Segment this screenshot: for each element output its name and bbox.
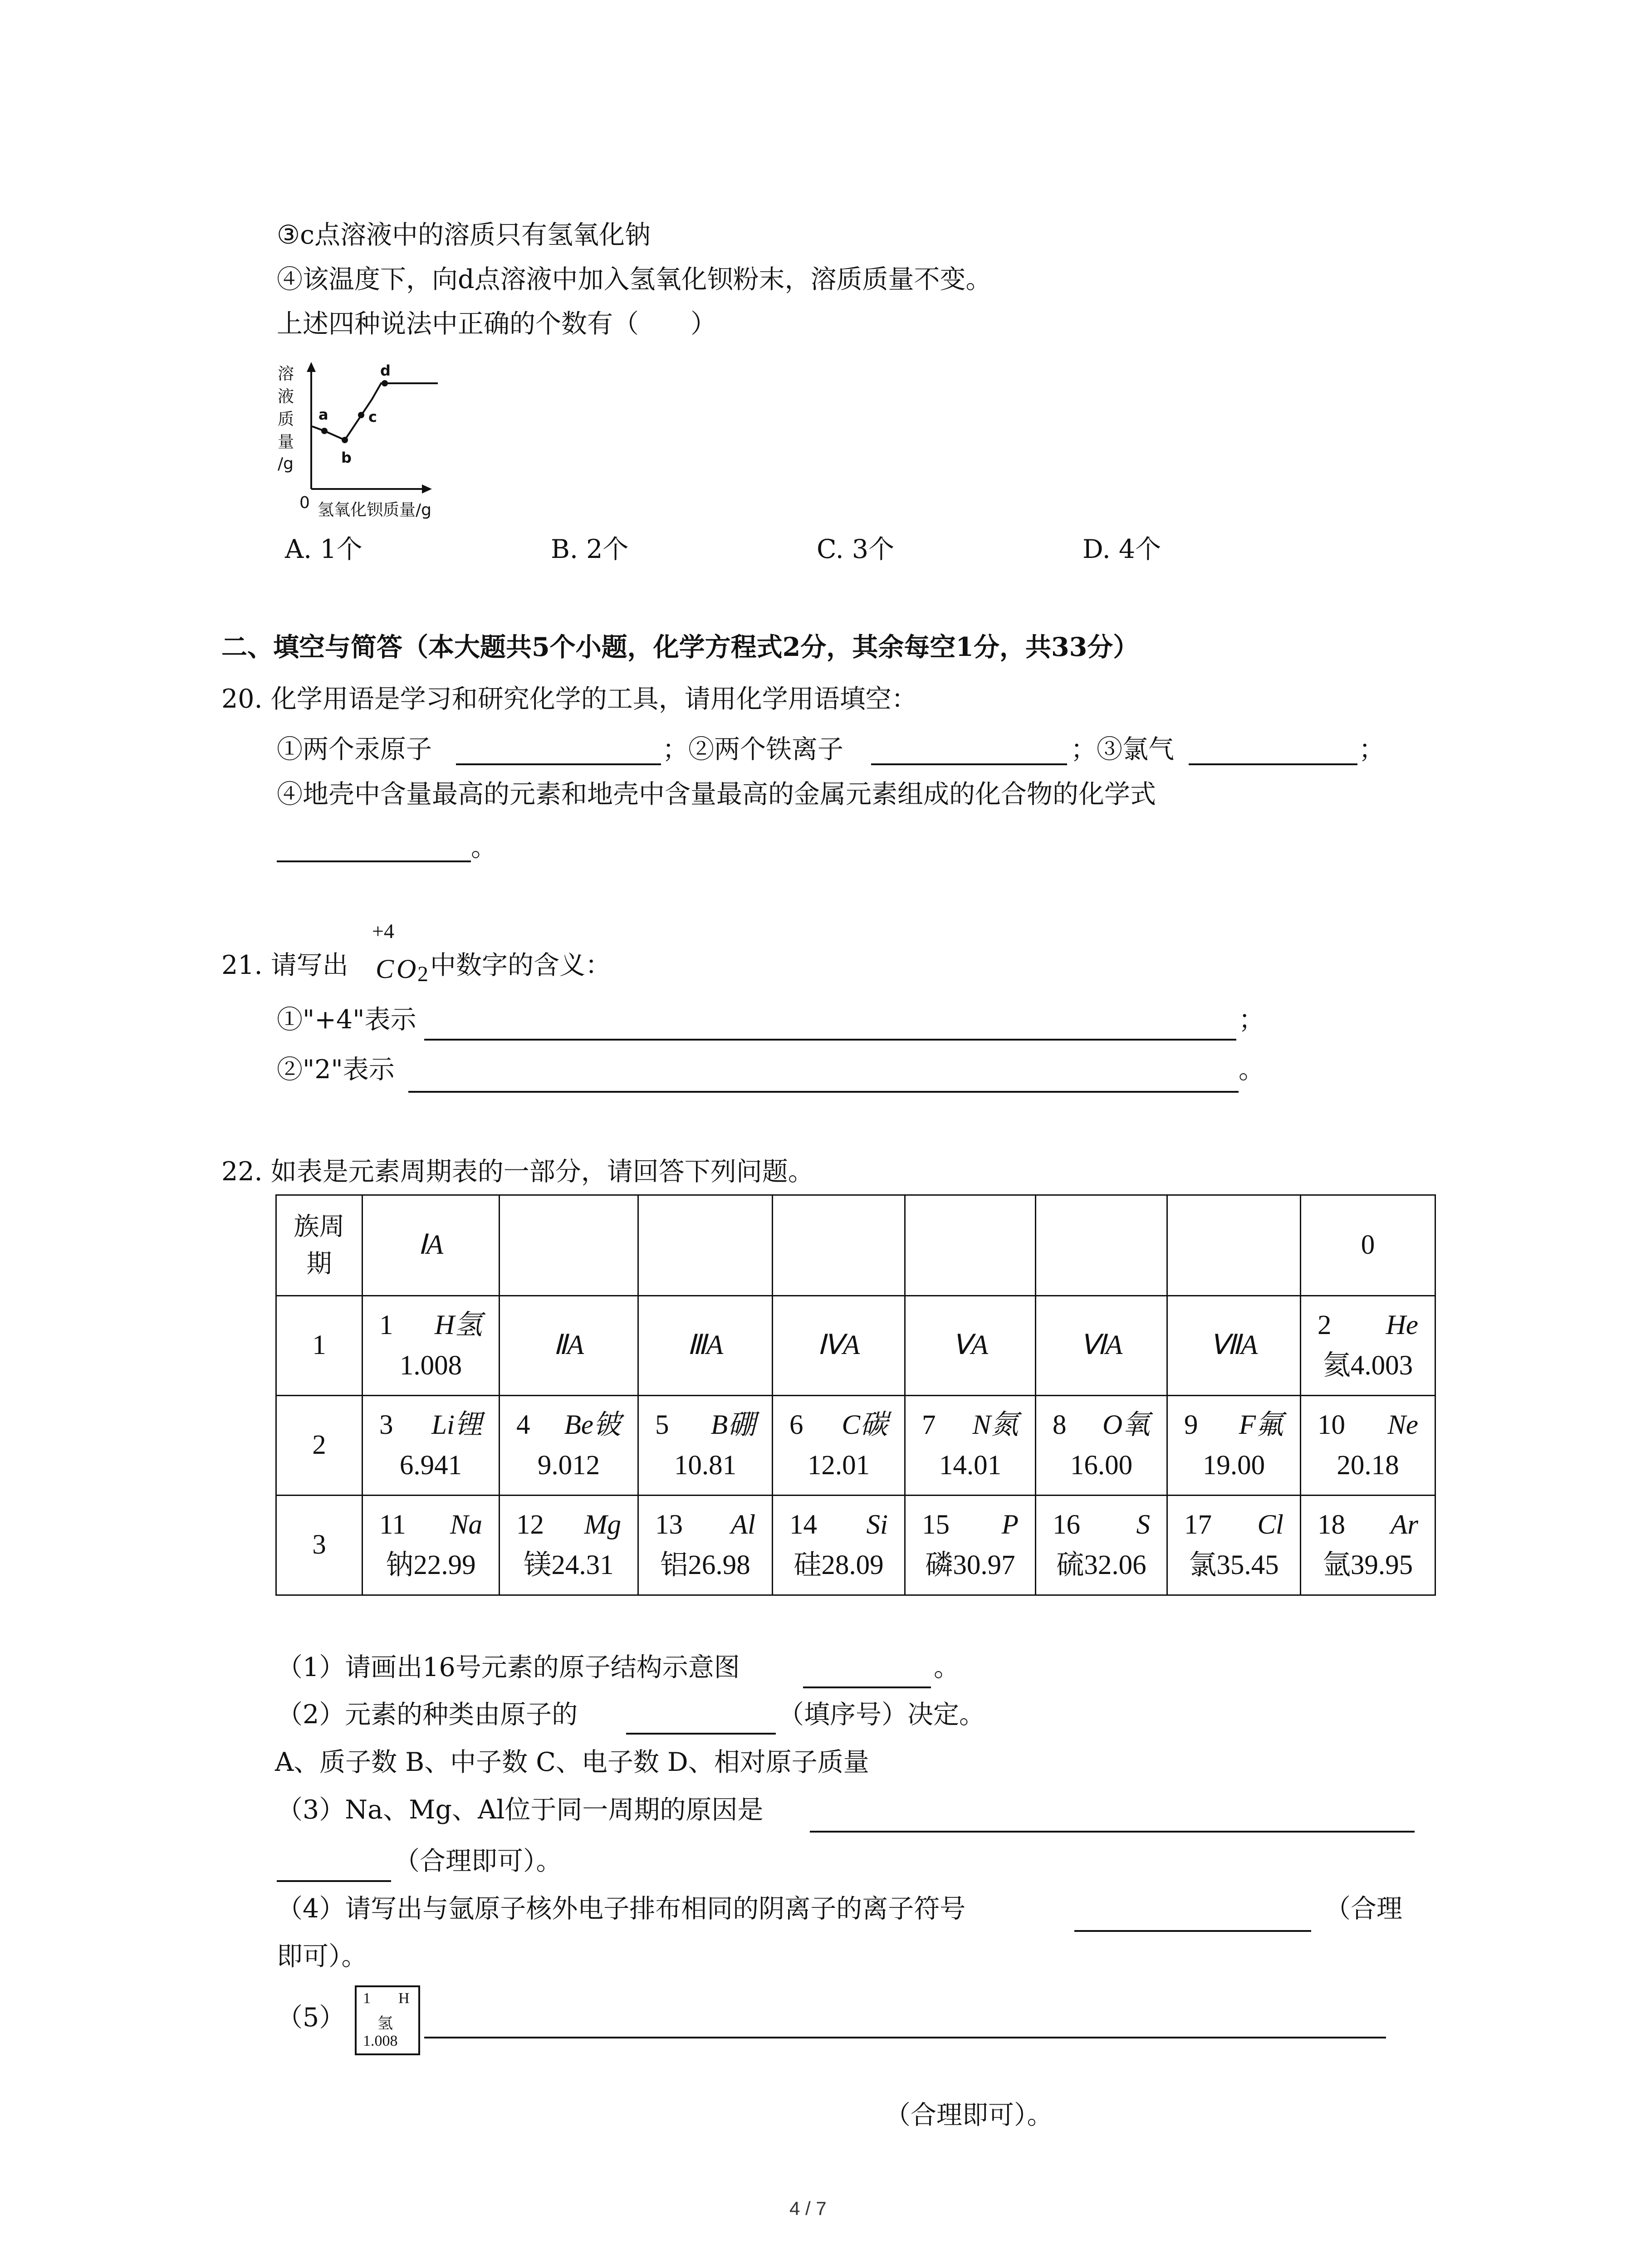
group-header: ⅡA	[500, 1296, 638, 1396]
q21-element: C	[376, 954, 394, 984]
q22-blank4[interactable]	[1074, 1930, 1311, 1932]
q20-stem: 20. 化学用语是学习和研究化学的工具，请用化学用语填空：	[221, 684, 917, 714]
period-label: 1	[276, 1296, 362, 1396]
element-cell-he: 2 He 氦4.003	[1301, 1296, 1435, 1396]
group-header: ⅣA	[773, 1296, 905, 1396]
q21-blank1[interactable]	[424, 1039, 1236, 1041]
graph-ylabel-char: 量	[278, 433, 294, 451]
element-cell: 4 Be铍 9.012	[500, 1396, 638, 1496]
element-cell: 3 Li锂 6.941	[362, 1396, 500, 1496]
q22-sub1-end: 。	[934, 1652, 960, 1682]
element-cell-h: 1 H氢 1.008	[362, 1296, 500, 1396]
q22-sub4-end2: 即可）。	[277, 1941, 367, 1971]
q22-sub4: （4）请写出与氩原子核外电子排布相同的阴离子的离子符号	[277, 1894, 966, 1924]
q22-blank3-cont[interactable]	[277, 1880, 391, 1882]
element-cell: 15 P 磷30.97	[905, 1496, 1036, 1595]
q20-blank3[interactable]	[1189, 763, 1357, 765]
q19-item3: ③c点溶液中的溶质只有氢氧化钠	[277, 220, 651, 250]
solution-mass-graph	[272, 358, 463, 531]
q22-sub5: （5）	[277, 2003, 345, 2033]
q22-sub2-options: A、质子数 B、中子数 C、电子数 D、相对原子质量	[275, 1747, 869, 1777]
element-cell: 14 Si 硅28.09	[773, 1496, 905, 1595]
element-cell: 18 Ar 氩39.95	[1301, 1496, 1435, 1595]
q19-item4: ④该温度下，向d点溶液中加入氢氧化钡粉末，溶质质量不变。	[277, 264, 992, 294]
graph-ylabel-char: 液	[278, 387, 294, 406]
q20-part2: ；②两个铁离子	[662, 734, 843, 764]
q20-blank2[interactable]	[871, 763, 1067, 765]
q22-sub2: （2）元素的种类由原子的	[277, 1700, 578, 1730]
element-cell: 17 Cl 氯35.45	[1167, 1496, 1301, 1595]
graph-ylabel-char: 溶	[278, 365, 294, 383]
q21-suffix: 中数字的含义：	[430, 950, 611, 980]
element-cell: 6 C碳 12.01	[773, 1396, 905, 1496]
graph-point-label: b	[341, 449, 352, 466]
group-header: ⅠA	[362, 1195, 500, 1296]
q21-line2-label: ②"2"表示	[277, 1055, 395, 1085]
graph-point-label: a	[318, 406, 328, 423]
element-cell: 5 B硼 10.81	[638, 1396, 773, 1496]
page-number: 4 / 7	[789, 2198, 827, 2219]
q19-question: 上述四种说法中正确的个数有（ ）	[277, 309, 716, 339]
group-header: ⅢA	[638, 1296, 773, 1396]
group-header: ⅥA	[1036, 1296, 1167, 1396]
q20-blank1[interactable]	[456, 763, 661, 765]
graph-ylabel-char: /g	[278, 455, 294, 473]
table-corner: 族周 期	[276, 1195, 362, 1296]
q19-option-d: D. 4个	[1083, 534, 1161, 564]
q21-subscript: 2	[417, 962, 428, 986]
q19-option-b: B. 2个	[551, 534, 629, 564]
q19-option-a: A. 1个	[285, 534, 362, 564]
element-cell: 16 S 硫32.06	[1036, 1496, 1167, 1595]
group-header: ⅤA	[905, 1296, 1036, 1396]
element-cell: 12 Mg 镁24.31	[500, 1496, 638, 1595]
element-cell: 11 Na 钠22.99	[362, 1496, 500, 1595]
q20-part4: ④地壳中含量最高的元素和地壳中含量最高的金属元素组成的化合物的化学式	[277, 779, 1156, 809]
q22-stem: 22. 如表是元素周期表的一部分，请回答下列问题。	[221, 1157, 814, 1187]
q21-line1-end: ；	[1239, 1005, 1264, 1035]
group-header: 0	[1301, 1195, 1435, 1296]
q20-end: 。	[471, 832, 497, 862]
q22-sub3: （3）Na、Mg、Al位于同一周期的原因是	[277, 1795, 764, 1825]
q22-blank2[interactable]	[626, 1733, 776, 1735]
q21-line1-label: ①"+4"表示	[277, 1005, 416, 1035]
q22-sub3-end: （合理即可）。	[394, 1846, 562, 1876]
periodic-table	[275, 1194, 1436, 1596]
period-label: 2	[276, 1396, 362, 1496]
q21-line2-end: 。	[1239, 1055, 1264, 1085]
group-header: ⅦA	[1167, 1296, 1301, 1396]
graph-point-label: d	[380, 362, 391, 379]
q19-option-c: C. 3个	[817, 534, 895, 564]
q20-part1: ①两个汞原子	[277, 734, 432, 764]
q20-part3: ；③氯气	[1071, 734, 1174, 764]
period-label: 3	[276, 1496, 362, 1595]
q21-formula-rest: O	[397, 954, 416, 984]
q22-blank5[interactable]	[424, 2037, 1386, 2038]
hydrogen-element-cell: 1 H 氢 1.008	[355, 1985, 420, 2055]
q22-sub5-end: （合理即可）。	[885, 2100, 1053, 2130]
q22-sub2-end: （填序号）决定。	[778, 1700, 985, 1730]
q22-blank1[interactable]	[803, 1686, 931, 1688]
element-cell: 10 Ne 20.18	[1301, 1396, 1435, 1496]
section2-heading: 二、填空与简答（本大题共5个小题，化学方程式2分，其余每空1分，共33分）	[221, 632, 1139, 662]
element-cell: 9 F氟 19.00	[1167, 1396, 1301, 1496]
graph-origin: 0	[299, 494, 310, 512]
element-cell: 7 N氮 14.01	[905, 1396, 1036, 1496]
q21-blank2[interactable]	[408, 1091, 1239, 1093]
element-cell: 13 Al 铝26.98	[638, 1496, 773, 1595]
q21-prefix: 21. 请写出	[221, 950, 348, 980]
q20-part3-end: ；	[1359, 734, 1385, 764]
element-cell: 8 O氧 16.00	[1036, 1396, 1167, 1496]
q21-superscript: +4	[372, 919, 394, 943]
q22-sub1: （1）请画出16号元素的原子结构示意图	[277, 1652, 740, 1682]
q22-blank3[interactable]	[810, 1831, 1415, 1833]
graph-ylabel-char: 质	[278, 410, 294, 429]
q20-blank4[interactable]	[277, 860, 471, 862]
q22-sub4-end: （合理	[1325, 1894, 1402, 1924]
graph-point-label: c	[368, 408, 377, 425]
graph-xlabel: 氢氧化钡质量/g	[318, 501, 431, 519]
